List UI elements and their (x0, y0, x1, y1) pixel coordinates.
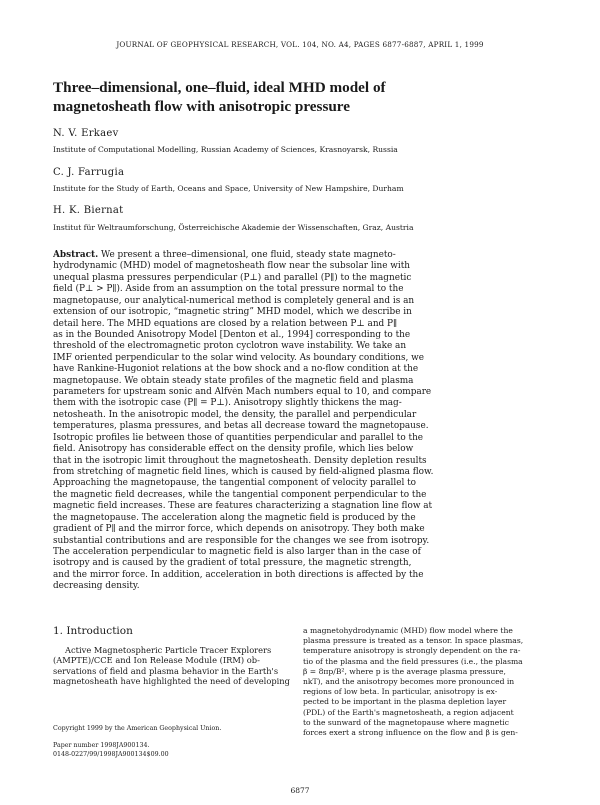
author-name: C. J. Farrugia (53, 167, 125, 178)
abstract (53, 250, 547, 593)
abstract-label: Abstract. (53, 250, 99, 260)
introduction-right-column (303, 626, 547, 738)
title-line: magnetosheath flow with anisotropic pressure (53, 98, 351, 115)
abstract-line: from stretching of magnetic field lines, which is caused by field-aligned plasma flow. (53, 467, 434, 478)
abstract-line: extension of our isotropic, “magnetic string” MHD model, which we describe in (53, 307, 412, 318)
abstract-line: gradient of P∥ and the mirror force, which depends on anisotropy. They both make (53, 524, 425, 535)
body-line: (AMPTE)/CCE and Ion Release Module (IRM) ob- (53, 655, 260, 666)
abstract-line: netosheath. In the anisotropic model, the density, the parallel and perpendicular (53, 409, 417, 420)
author-affiliation: Institut für Weltraumforschung, Österreichische Akademie der Wissenschaften, Graz, Austria (53, 223, 414, 232)
paper-title (53, 78, 553, 116)
abstract-line: them with the isotropic case (P∥ = P⊥). Anisotropy slightly thickens the mag- (53, 398, 402, 409)
body-line: temperature anisotropy is strongly dependent on the ra- (303, 646, 521, 656)
abstract-line: have Rankine-Hugoniot relations at the bow shock and a no-flow condition at the (53, 364, 419, 375)
body-line: (PDL) of the Earth's magnetosheath, a region adjacent (303, 707, 514, 717)
author-affiliation: Institute for the Study of Earth, Oceans and Space, University of New Hampshire, Durham (53, 184, 404, 193)
abstract-line: field. Anisotropy has considerable effect on the density profile, which lies below (53, 444, 414, 455)
title-line: Three–dimensional, one–fluid, ideal MHD model of (53, 79, 386, 96)
abstract-line: IMF oriented perpendicular to the solar wind velocity. As boundary conditions, we (53, 352, 424, 363)
body-line: magnetosheath have highlighted the need of developing (53, 675, 290, 686)
body-line: β = 8πp/B², where p is the average plasma pressure, (303, 666, 506, 676)
abstract-line: Approaching the magnetopause, the tangential component of velocity parallel to (53, 478, 417, 489)
paper-number: Paper number 1998JA900134. (53, 742, 150, 749)
body-line: Active Magnetospheric Particle Tracer Explorers (65, 645, 272, 655)
body-line: pected to be important in the plasma depletion layer (303, 697, 507, 707)
abstract-line: hydrodynamic (MHD) model of magnetosheath flow near the subsolar line with (53, 261, 411, 272)
abstract-line: The acceleration perpendicular to magnetic field is also larger than in the case of (53, 546, 421, 557)
body-line: to the sunward of the magnetopause where magnetic (303, 717, 509, 727)
abstract-line: substantial contributions and are responsible for the changes we see from isotropy. (53, 535, 430, 546)
abstract-line: detail here. The MHD equations are closed by a relation between P⊥ and P∥ (53, 318, 398, 329)
body-line: forces exert a strong influence on the flow and β is gen- (303, 728, 518, 738)
author-name: H. K. Biernat (53, 205, 124, 216)
introduction-left-column (53, 645, 293, 686)
publication-code: 0148-0227/99/1998JA900134$09.00 (53, 751, 169, 758)
abstract-line (53, 250, 547, 261)
abstract-text: We present a three–dimensional, one fluid, steady state magneto- (101, 250, 396, 260)
body-line: servations of field and plasma behavior in the Earth's (53, 665, 279, 676)
body-line: plasma pressure is treated as a tensor. In space plasmas, (303, 636, 524, 646)
abstract-line: as in the Bounded Anisotropy Model [Denton et al., 1994] corresponding to the (53, 329, 411, 340)
body-line: regions of low beta. In particular, anisotropy is ex- (303, 687, 498, 697)
body-line: tio of the plasma and the field pressures (i.e., the plasma (303, 656, 523, 666)
journal-header: JOURNAL OF GEOPHYSICAL RESEARCH, VOL. 104, NO. A4, PAGES 6877-6887, APRIL 1, 1999 (116, 40, 484, 49)
abstract-line: Isotropic profiles lie between those of quantities perpendicular and parallel to the (53, 432, 424, 443)
abstract-line: magnetopause. We obtain steady state profiles of the magnetic field and plasma (53, 375, 414, 386)
abstract-line: magnetic field increases. These are features characterizing a stagnation line flow at (53, 501, 433, 512)
abstract-line: threshold of the electromagnetic proton cyclotron wave instability. We take an (53, 341, 407, 352)
abstract-line: the magnetic field decreases, while the tangential component perpendicular to the (53, 489, 427, 500)
copyright-notice: Copyright 1999 by the American Geophysical Union. (53, 725, 222, 732)
author-name: N. V. Erkaev (53, 128, 119, 139)
body-line: a magnetohydrodynamic (MHD) flow model where the (303, 626, 513, 635)
abstract-line: unequal plasma pressures perpendicular (P⊥) and parallel (P∥) to the magnetic (53, 272, 412, 283)
abstract-line: magnetopause, our analytical-numerical method is completely general and is an (53, 295, 415, 306)
section-heading-introduction: 1. Introduction (53, 625, 133, 637)
page-number: 6877 (290, 786, 310, 795)
abstract-line: and the mirror force. In addition, acceleration in both directions is affected by the (53, 569, 424, 580)
abstract-line: temperatures, plasma pressures, and betas all decrease toward the magnetopause. (53, 421, 429, 432)
abstract-line: isotropy and is caused by the gradient of total pressure, the magnetic strength, (53, 558, 412, 569)
abstract-line: parameters for upstream sonic and Alfvén Mach numbers equal to 10, and compare (53, 387, 432, 398)
body-line: nkT), and the anisotropy becomes more pronounced in (303, 677, 515, 687)
author-affiliation: Institute of Computational Modelling, Russian Academy of Sciences, Krasnoyarsk, Russia (53, 145, 398, 154)
abstract-line: decreasing density. (53, 581, 140, 592)
abstract-line: that in the isotropic limit throughout the magnetosheath. Density depletion results (53, 455, 427, 466)
abstract-line: field (P⊥ > P∥). Aside from an assumption on the total pressure normal to the (53, 284, 404, 295)
abstract-line: the magnetopause. The acceleration along the magnetic field is produced by the (53, 512, 416, 523)
